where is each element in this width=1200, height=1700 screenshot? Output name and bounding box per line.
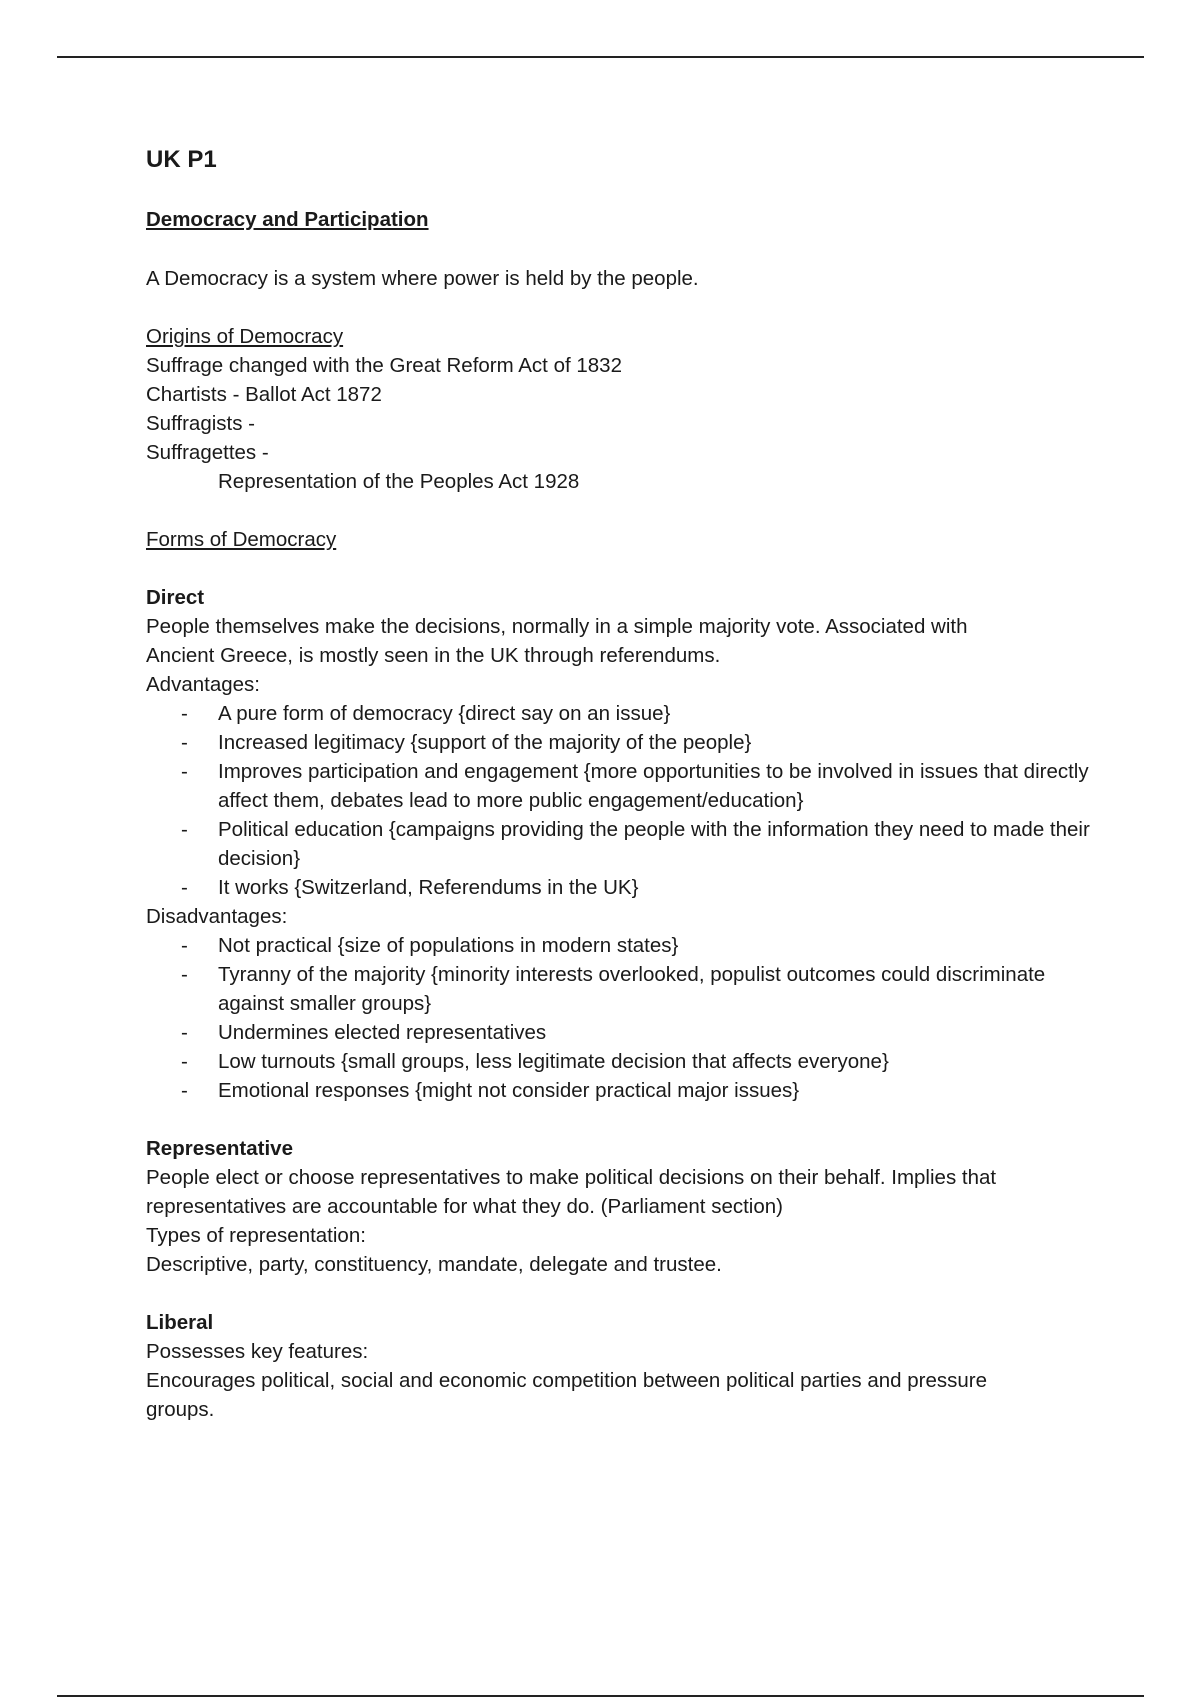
dash-bullet: - (181, 876, 188, 899)
direct-description: People themselves make the decisions, normally in a simple majority vote. Associated with (146, 615, 968, 638)
list-item (181, 1076, 1106, 1105)
advantages-label: Advantages: (146, 673, 260, 696)
list-item (181, 1018, 1106, 1047)
dash-bullet: - (181, 731, 188, 754)
origins-heading: Origins of Democracy (146, 325, 344, 348)
document-body (146, 141, 1106, 1424)
advantages-list (146, 699, 1106, 902)
dash-bullet: - (181, 963, 188, 986)
spacer (146, 496, 1106, 525)
origins-line: Suffragettes - (146, 441, 269, 464)
liberal-features: Encourages political, social and economic competition between political parties and pressure (146, 1369, 987, 1392)
liberal-features: groups. (146, 1398, 215, 1421)
representation-types-label: Types of representation: (146, 1224, 366, 1247)
list-item (181, 699, 1106, 728)
list-item (181, 873, 1106, 902)
list-item (181, 931, 1106, 960)
list-item-text: Low turnouts {small groups, less legitimate decision that affects everyone} (218, 1050, 889, 1073)
dash-bullet: - (181, 702, 188, 725)
list-item-text: Political education {campaigns providing the people with the information they need to made their decision} (218, 818, 1090, 870)
spacer (146, 1279, 1106, 1308)
spacer (146, 1105, 1106, 1134)
disadvantages-list (146, 931, 1106, 1105)
document-title: UK P1 (146, 146, 217, 173)
list-item (181, 960, 1106, 1018)
dash-bullet: - (181, 1050, 188, 1073)
list-item-text: Emotional responses {might not consider practical major issues} (218, 1079, 800, 1102)
top-rule (57, 56, 1144, 58)
origins-line: Chartists - Ballot Act 1872 (146, 383, 382, 406)
list-item-text: Increased legitimacy {support of the majority of the people} (218, 731, 752, 754)
intro-paragraph: A Democracy is a system where power is held by the people. (146, 267, 699, 290)
dash-bullet: - (181, 1021, 188, 1044)
representative-description: People elect or choose representatives to make political decisions on their behalf. Implies that (146, 1166, 997, 1189)
list-item-text: A pure form of democracy {direct say on an issue} (218, 702, 671, 725)
list-item-text: It works {Switzerland, Referendums in the UK} (218, 876, 639, 899)
dash-bullet: - (181, 1079, 188, 1102)
dash-bullet: - (181, 760, 188, 783)
forms-heading: Forms of Democracy (146, 528, 337, 551)
spacer (146, 554, 1106, 583)
section-heading: Democracy and Participation (146, 208, 429, 231)
representation-types: Descriptive, party, constituency, mandate, delegate and trustee. (146, 1253, 722, 1276)
list-item (181, 1047, 1106, 1076)
list-item (181, 815, 1106, 873)
list-item-text: Improves participation and engagement {more opportunities to be involved in issues that directly affect them, debates lead to more public engagement/education} (218, 760, 1089, 812)
bottom-rule (57, 1695, 1144, 1697)
dash-bullet: - (181, 818, 188, 841)
spacer (146, 293, 1106, 322)
list-item-text: Undermines elected representatives (218, 1021, 547, 1044)
list-item-text: Not practical {size of populations in modern states} (218, 934, 679, 957)
representative-description: representatives are accountable for what they do. (Parliament section) (146, 1195, 783, 1218)
disadvantages-label: Disadvantages: (146, 905, 288, 928)
list-item (181, 757, 1106, 815)
direct-description: Ancient Greece, is mostly seen in the UK through referendums. (146, 644, 721, 667)
direct-label: Direct (146, 586, 205, 609)
origins-line: Suffragists - (146, 412, 255, 435)
representative-label: Representative (146, 1137, 293, 1160)
list-item (181, 728, 1106, 757)
list-item-text: Tyranny of the majority {minority interests overlooked, populist outcomes could discriminate against smaller groups} (218, 963, 1046, 1015)
origins-indented-line: Representation of the Peoples Act 1928 (218, 470, 580, 493)
liberal-features-label: Possesses key features: (146, 1340, 369, 1363)
origins-line: Suffrage changed with the Great Reform Act of 1832 (146, 354, 622, 377)
dash-bullet: - (181, 934, 188, 957)
liberal-label: Liberal (146, 1311, 214, 1334)
